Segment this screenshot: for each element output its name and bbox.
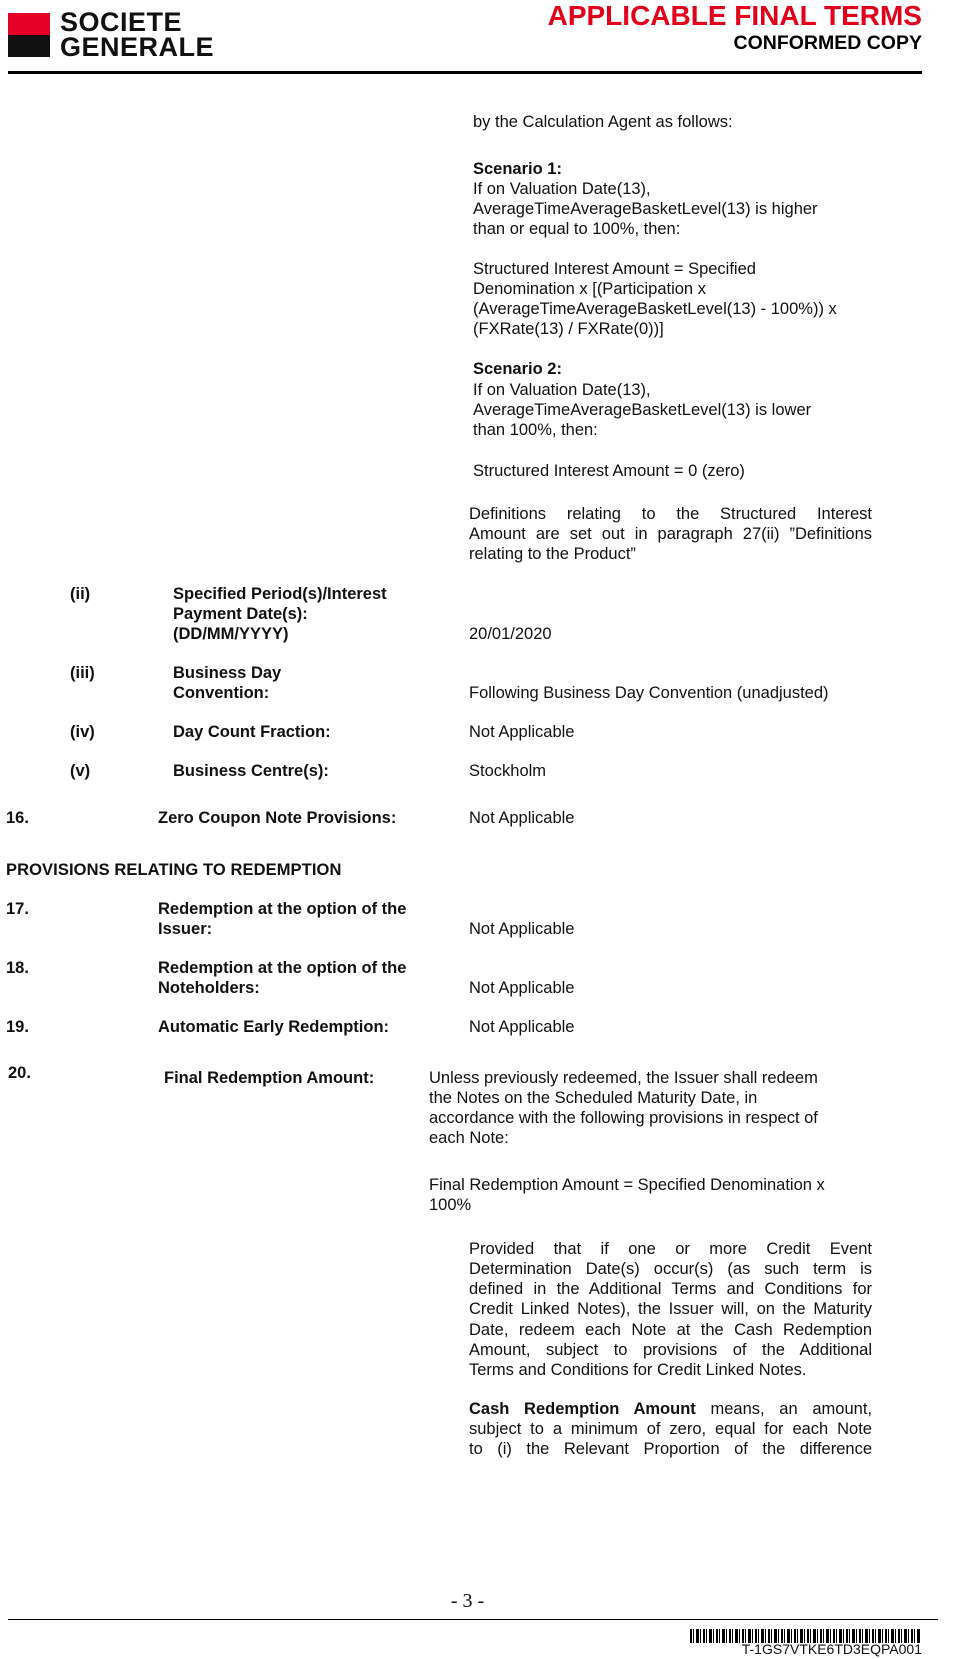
item-number: 19. (6, 1018, 29, 1036)
sub-item-label: Business Centre(s): (173, 762, 329, 780)
item-label: Automatic Early Redemption: (158, 1018, 390, 1036)
sub-item-label: Day Count Fraction: (173, 723, 331, 741)
sub-item-number: (iii) (70, 664, 95, 682)
document-reference: T-1GS7VTKE6TD3EQPA001 (741, 1641, 922, 1657)
scenario-2-heading: Scenario 2: (473, 360, 562, 378)
sub-item-value: Stockholm (469, 762, 547, 780)
scenario-2-formula: Structured Interest Amount = 0 (zero) (473, 462, 745, 480)
final-redemption-para-line: Unless previously redeemed, the Issuer shall redeem (429, 1069, 818, 1087)
scenario-1-formula-line: (AverageTimeAverageBasketLevel(13) - 100%)) x (473, 300, 837, 318)
credit-event-para-line: Amount, subject to provisions of the Additional (469, 1341, 872, 1359)
item-value: Not Applicable (469, 809, 575, 827)
item-value: Not Applicable (469, 1018, 575, 1036)
logo-black-block (8, 35, 50, 57)
sub-item-number: (iv) (70, 723, 95, 741)
societe-generale-logo-mark (8, 13, 50, 57)
scenario-1-line: than or equal to 100%, then: (473, 220, 681, 238)
sub-item-number: (v) (70, 762, 91, 780)
item-number: 20. (8, 1064, 31, 1082)
scenario-2-line: If on Valuation Date(13), (473, 381, 651, 399)
item-label: Redemption at the option of the (158, 900, 407, 918)
item-label: Final Redemption Amount: (164, 1069, 375, 1087)
final-redemption-para-line: each Note: (429, 1129, 509, 1147)
cash-redemption-para-line: subject to a minimum of zero, equal for each Note (469, 1420, 872, 1438)
sub-item-label: Convention: (173, 684, 270, 702)
credit-event-para-line: Provided that if one or more Credit Event (469, 1240, 872, 1258)
sub-item-label: Payment Date(s): (173, 605, 308, 623)
credit-event-para-line: Determination Date(s) occur(s) (as such term is (469, 1260, 872, 1278)
footer-divider (8, 1619, 938, 1620)
scenario-1-heading: Scenario 1: (473, 160, 562, 178)
page-number: - 3 - (450, 1590, 485, 1612)
section-heading: PROVISIONS RELATING TO REDEMPTION (6, 861, 342, 879)
scenario-1-formula-line: Denomination x [(Participation x (473, 280, 706, 298)
item-value: Not Applicable (469, 920, 575, 938)
header-divider (8, 71, 922, 74)
final-redemption-formula-line: 100% (429, 1196, 472, 1214)
logo-red-block (8, 13, 50, 35)
definitions-line: Amount are set out in paragraph 27(ii) ”Definitions (469, 525, 872, 543)
logo-line-2: GENERALE (60, 32, 215, 62)
credit-event-para-line: Terms and Conditions for Credit Linked Notes. (469, 1361, 807, 1379)
definitions-line: Definitions relating to the Structured Interest (469, 505, 872, 523)
sub-item-value: 20/01/2020 (469, 625, 552, 643)
sub-item-value: Following Business Day Convention (unadjusted) (469, 684, 829, 702)
logo-wordmark (60, 7, 215, 62)
item-value: Not Applicable (469, 979, 575, 997)
credit-event-para-line: defined in the Additional Terms and Conditions for (469, 1280, 872, 1298)
credit-event-para-line: Date, redeem each Note at the Cash Redemption (469, 1321, 872, 1339)
scenario-2-line: AverageTimeAverageBasketLevel(13) is lower (473, 401, 812, 419)
logo-line-1: SOCIETE (60, 7, 183, 37)
scenario-1-line: AverageTimeAverageBasketLevel(13) is higher (473, 200, 818, 218)
credit-event-para-line: Credit Linked Notes), the Issuer will, on the Maturity (469, 1300, 872, 1318)
item-label: Redemption at the option of the (158, 959, 407, 977)
final-redemption-para-line: the Notes on the Scheduled Maturity Date, in (429, 1089, 758, 1107)
item-number: 16. (6, 809, 29, 827)
intro-line: by the Calculation Agent as follows: (473, 113, 733, 131)
cash-redemption-term: Cash Redemption Amount (469, 1400, 696, 1418)
scenario-1-formula-line: (FXRate(13) / FXRate(0))] (473, 320, 664, 338)
cash-redemption-first-rest: means, an amount, (695, 1400, 872, 1418)
item-number: 17. (6, 900, 29, 918)
scenario-1-line: If on Valuation Date(13), (473, 180, 651, 198)
scenario-1-formula-line: Structured Interest Amount = Specified (473, 260, 756, 278)
cash-redemption-para-first-line (469, 1399, 872, 1420)
item-label: Noteholders: (158, 979, 260, 997)
sub-item-number: (ii) (70, 585, 91, 603)
sub-item-label: (DD/MM/YYYY) (173, 625, 289, 643)
sub-item-label: Specified Period(s)/Interest (173, 585, 387, 603)
item-label: Zero Coupon Note Provisions: (158, 809, 397, 827)
definitions-line: relating to the Product” (469, 545, 636, 563)
document-title: APPLICABLE FINAL TERMS (547, 0, 922, 31)
document-subtitle: CONFORMED COPY (733, 32, 922, 54)
item-label: Issuer: (158, 920, 213, 938)
scenario-2-line: than 100%, then: (473, 421, 598, 439)
final-redemption-formula-line: Final Redemption Amount = Specified Denomination x (429, 1176, 825, 1194)
sub-item-label: Business Day (173, 664, 282, 682)
sub-item-value: Not Applicable (469, 723, 575, 741)
final-redemption-para-line: accordance with the following provisions in respect of (429, 1109, 818, 1127)
item-number: 18. (6, 959, 29, 977)
cash-redemption-para-line: to (i) the Relevant Proportion of the difference (469, 1440, 872, 1458)
